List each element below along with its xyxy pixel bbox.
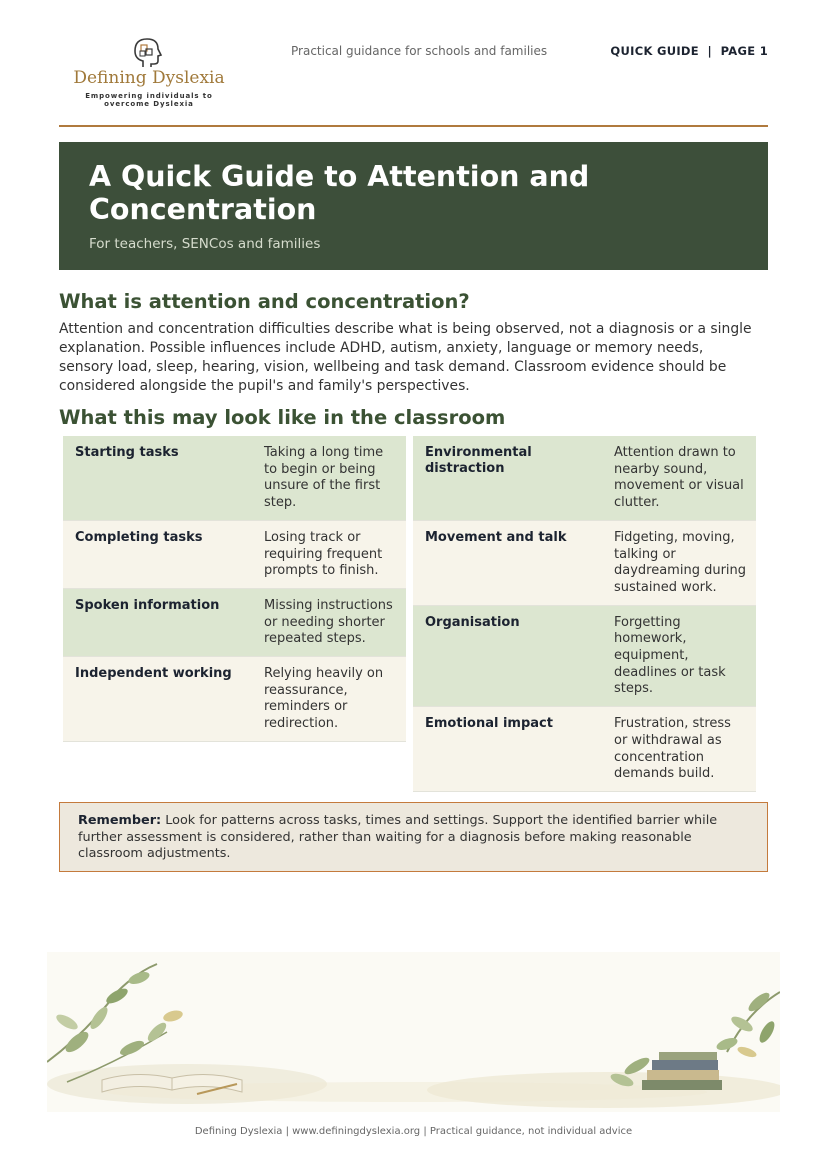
table-row (63, 521, 406, 589)
illustration-art (47, 952, 780, 1112)
page-header (59, 30, 768, 122)
header-divider (59, 125, 768, 127)
header-subtitle: Practical guidance for schools and families (291, 44, 548, 58)
logo-tagline: Empowering individuals to overcome Dyslexia (85, 92, 213, 108)
intro-paragraph: Attention and concentration difficulties describe what is being observed, not a diagnosis or a single explanation. Possible influences include ADHD, autism, anxiety, language or memory needs, sensory load, sleep, hearing, vision, wellbeing and task demand. Classroom evidence should be considered alongside the pupil's and family's perspectives. (59, 321, 752, 394)
logo[interactable] (59, 30, 239, 110)
row-label: Spoken information (75, 597, 220, 613)
row-description: Fidgeting, moving, talking or daydreaming during sustained work. (614, 529, 747, 595)
logo-name: Defining Dyslexia (73, 68, 225, 88)
banner-subtitle: For teachers, SENCos and families (89, 236, 321, 252)
row-description: Frustration, stress or withdrawal as concentration demands build. (614, 716, 731, 782)
page-footer: Defining Dyslexia | www.definingdyslexia.org | Practical guidance, not individual advice (194, 1126, 633, 1137)
row-description: Attention drawn to nearby sound, movement or visual clutter. (614, 445, 744, 511)
table-row (63, 436, 406, 521)
row-description: Missing instructions or needing shorter repeated steps. (264, 597, 393, 647)
page-label: QUICK GUIDE | PAGE 1 (610, 44, 768, 58)
callout-lead: Remember: (78, 813, 162, 828)
remember-callout (59, 802, 768, 872)
table-row (413, 707, 756, 792)
row-label: Environmental distraction (425, 445, 532, 476)
row-label: Organisation (425, 614, 520, 630)
table-row (63, 589, 406, 657)
table-row (413, 606, 756, 708)
row-label: Movement and talk (425, 529, 567, 545)
table-row (413, 521, 756, 606)
row-description: Forgetting homework, equipment, deadlines or task steps. (614, 614, 726, 697)
section-heading-what-is: What is attention and concentration? (59, 290, 470, 313)
row-description: Relying heavily on reassurance, reminders or redirection. (264, 666, 384, 732)
callout-text: Look for patterns across tasks, times and settings. Support the identified barrier while further assessment is considered, rather than waiting for a diagnosis before making reasonable classroom adjustments. (78, 813, 718, 862)
title-banner (59, 142, 768, 270)
classroom-table-right (413, 436, 756, 792)
row-label: Completing tasks (75, 529, 203, 545)
page-title: A Quick Guide to Attention and Concentration (89, 160, 590, 226)
table-row (63, 657, 406, 742)
row-description: Taking a long time to begin or being unsure of the first step. (264, 445, 384, 511)
section-heading-classroom: What this may look like in the classroom (59, 406, 506, 429)
watercolor-leaves-books-illustration (47, 952, 780, 1112)
classroom-table-left (63, 436, 406, 742)
row-label: Starting tasks (75, 445, 179, 460)
table-row (413, 436, 756, 521)
row-description: Losing track or requiring frequent prompts to finish. (264, 529, 383, 579)
row-label: Emotional impact (425, 716, 553, 732)
row-label: Independent working (75, 666, 232, 682)
head-puzzle-logo-icon (129, 34, 165, 70)
